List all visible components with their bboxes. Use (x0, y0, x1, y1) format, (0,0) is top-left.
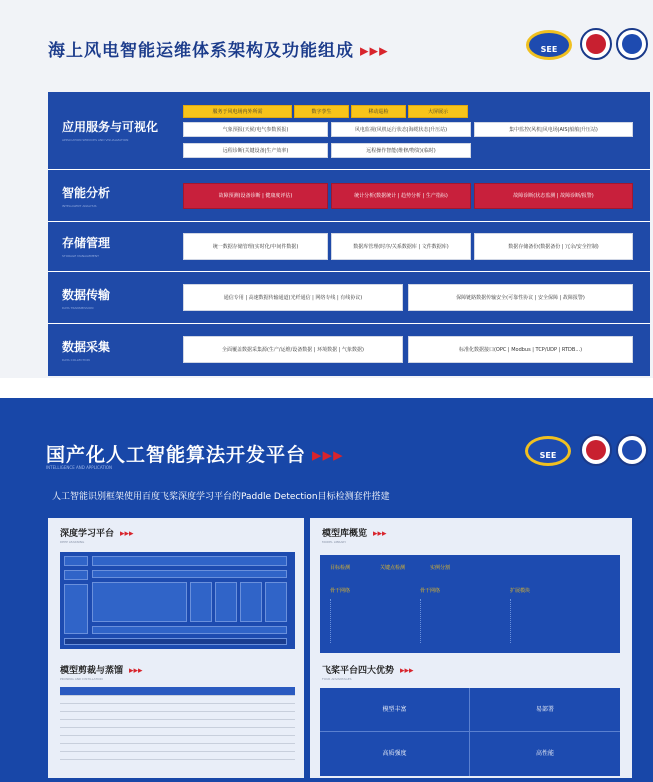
white-box: 保障链路数据传输安全(可靠性协议 | 安全保障 | 故障报警) (408, 284, 633, 311)
white-box: 气象预报(天候/电气参数预报) (183, 122, 328, 137)
white-box: 集中监控(风机|风电场|AIS|船舶|升压站) (474, 122, 633, 137)
row-sublabel: INTELLIGENT ANALYSIS (62, 204, 97, 208)
advantage-cell: 易部署 (470, 688, 620, 732)
model-library-diagram (320, 555, 620, 653)
group-label: 扩展模块 (510, 588, 531, 594)
pruning-table (60, 687, 295, 760)
advantage-cell: 高质强度 (320, 732, 470, 776)
white-box: 数据库管理(时序/关系数据库 | 文件数据库) (331, 233, 471, 260)
white-box: 数据存储备份(数据备份 | 冗余/安全控制) (474, 233, 633, 260)
card-sub: MODEL LIBRARY (322, 540, 347, 544)
card-title: 飞桨平台四大优势 ▸▸▸ (322, 666, 414, 676)
row-sublabel: DATA COLLECTION (62, 358, 90, 362)
advantages-grid (320, 688, 620, 776)
white-box: 通信专用 | 高速数据传输通道(光纤通信 | 网络专线 | 有线协议) (183, 284, 403, 311)
white-box: 全面覆盖数据采集源(生产/运维/设备数据 | 环境数据 | 气象数据) (183, 336, 403, 363)
row-label: 数据传输 (62, 288, 111, 302)
model-tag: 目标检测 (330, 565, 351, 571)
red-box: 统计分析(数据统计 | 趋势分析 | 生产指标) (331, 183, 471, 209)
advantage-cell: 高性能 (535, 750, 554, 757)
white-box: 远程操作智能(维修/物资)(临时) (331, 143, 471, 158)
row-label: 应用服务与可视化 (62, 120, 159, 134)
row-label: 智能分析 (62, 186, 111, 200)
card-title: 深度学习平台 ▸▸▸ (60, 529, 134, 539)
yellow-box: 移动巡检 (351, 105, 406, 118)
slide2-subtitle: INTELLIGENCE AND APPLICATION (46, 465, 113, 470)
white-box: 风电监视(风机运行状态|海缆状态|升压站) (331, 122, 471, 137)
architecture-panel (48, 92, 650, 376)
yellow-box: 大屏展示 (408, 105, 468, 118)
model-tag: 关键点检测 (380, 565, 406, 571)
red-box: 故障诊断(状态监测 | 故障诊断/报警) (474, 183, 633, 209)
row-label: 数据采集 (62, 340, 111, 354)
emblem-logo-2 (616, 28, 648, 60)
yellow-box: 服务于风电场内外所需 (183, 105, 292, 118)
row-sublabel: APPLICATION SERVICES AND VISUALIZATION (62, 138, 129, 142)
white-box: 统一数据存储管理(实时化/中间件数据) (183, 233, 328, 260)
slide1-title: 海上风电智能运维体系架构及功能组成 ▸▸▸ (48, 41, 389, 61)
slide2-title: 国产化人工智能算法开发平台 ▸▸▸ (46, 444, 344, 466)
row-application (48, 92, 650, 170)
row-analysis (48, 170, 650, 222)
row-collection (48, 324, 650, 376)
row-sublabel: DATA TRANSMISSION (62, 306, 94, 310)
card-title: 模型库概览 ▸▸▸ (322, 529, 387, 539)
model-tag: 实例分割 (430, 565, 451, 571)
emblem-logo-1 (580, 28, 612, 60)
emblem-logo-3 (580, 434, 612, 466)
slide2-description: 人工智能识别框架使用百度飞桨深度学习平台的Paddle Detection目标检测套件搭建 (52, 492, 390, 502)
see-logo-2: SEE (525, 436, 571, 466)
group-label: 骨干网络 (330, 588, 351, 594)
white-box: 标准化数据接口(OPC | Modbus | TCP/UDP | RTDB...) (408, 336, 633, 363)
yellow-box: 数字孪生 (294, 105, 349, 118)
red-box: 故障预测(设备诊断 | 健康度评估) (183, 183, 328, 209)
card-sub: FOUR ADVANTAGES (322, 677, 352, 681)
advantage-cell: 模型丰富 (320, 688, 470, 732)
card-sub: PRUNING AND DISTILLATION (60, 677, 103, 681)
row-storage (48, 222, 650, 272)
row-sublabel: STORAGE MANAGEMENT (62, 254, 99, 258)
card-sub: DEEP LEARNING (60, 540, 85, 544)
deep-learning-diagram (60, 552, 295, 649)
architecture-slide (0, 0, 653, 378)
row-label: 存储管理 (62, 236, 111, 250)
white-box: 远程诊断(关键设备|生产效率) (183, 143, 328, 158)
row-transmission (48, 272, 650, 324)
card-title: 模型剪裁与蒸馏 ▸▸▸ (60, 666, 143, 676)
emblem-logo-4 (616, 434, 648, 466)
see-logo: SEE (526, 30, 572, 60)
group-label: 骨干网络 (420, 588, 441, 594)
